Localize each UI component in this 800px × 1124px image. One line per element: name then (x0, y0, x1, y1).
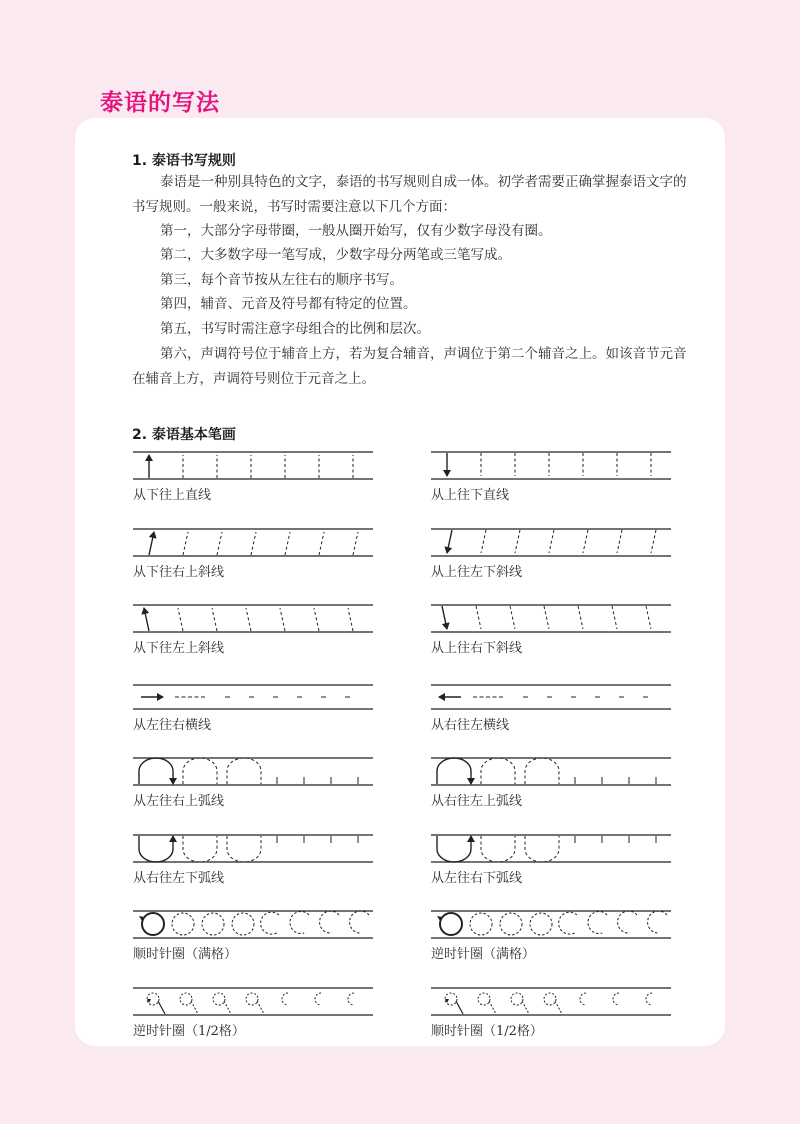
dashed-circle (511, 993, 523, 1005)
stroke-diagram (431, 681, 671, 711)
stroke-diagram (133, 834, 373, 864)
stroke-item (133, 834, 373, 906)
dashed-tail (522, 1001, 529, 1014)
stroke-caption: 从左往右横线 (133, 717, 212, 733)
rule-1: 第一，大部分字母带圈，一般从圈开始写，仅有少数字母没有圈。 (160, 223, 552, 239)
dashed-circle (232, 913, 254, 935)
stroke-caption: 从左往右上弧线 (133, 794, 225, 809)
stroke-diagram (431, 834, 671, 864)
dashed-stroke (515, 530, 520, 553)
dashed-stroke (476, 606, 481, 629)
dashed-circle (172, 913, 194, 935)
stroke-item (133, 528, 373, 600)
stroke-caption: 从右往左上弧线 (431, 794, 523, 809)
dashed-arc (559, 912, 577, 934)
dashed-stroke (314, 608, 319, 631)
page-title: 泰语的写法 (100, 90, 220, 116)
dashed-arc (320, 911, 339, 933)
dashed-stroke (227, 836, 261, 862)
dashed-stroke (612, 606, 617, 629)
stroke-item (133, 910, 373, 982)
dashed-circle (544, 993, 556, 1005)
dashed-arc (580, 993, 586, 1005)
dashed-arc (646, 993, 652, 1005)
dashed-circle (500, 913, 522, 935)
dashed-arc (350, 911, 369, 933)
stroke-arrow (442, 606, 447, 629)
stroke-item (133, 987, 373, 1059)
dashed-circle (530, 913, 552, 935)
dashed-stroke (617, 530, 622, 553)
rule-2: 第二，大多数字母一笔写成，少数字母分两笔或三笔写成。 (160, 247, 511, 263)
dashed-stroke (183, 532, 188, 555)
stroke-diagram (133, 604, 373, 634)
dashed-stroke (525, 758, 559, 784)
dashed-arc (290, 911, 309, 933)
dashed-stroke (183, 836, 217, 862)
dashed-stroke (544, 606, 549, 629)
dashed-stroke (178, 608, 183, 631)
content-card (75, 118, 725, 1046)
dashed-stroke (481, 758, 515, 784)
stroke-item (133, 757, 373, 829)
dashed-circle (213, 993, 225, 1005)
stroke-diagram (133, 681, 373, 711)
dashed-stroke (246, 608, 251, 631)
stroke-item (431, 451, 671, 523)
dashed-stroke (481, 530, 486, 553)
stroke-diagram (431, 528, 671, 558)
dashed-tail (257, 1001, 264, 1014)
stroke-item (133, 451, 373, 523)
stroke-arrow (447, 530, 452, 553)
stroke-item (431, 910, 671, 982)
dashed-stroke (578, 606, 583, 629)
dashed-stroke (549, 530, 554, 553)
stroke-caption: 从左往右下弧线 (431, 870, 523, 886)
stroke-circle (440, 913, 462, 935)
section1-heading: 1. 泰语书写规则 (132, 153, 236, 169)
dashed-tail (489, 1001, 496, 1014)
dashed-stroke (646, 606, 651, 629)
stroke-caption: 逆时针圈（满格） (431, 947, 536, 962)
stroke-caption: 从下往上直线 (133, 488, 212, 503)
dashed-stroke (510, 606, 515, 629)
dashed-stroke (280, 608, 285, 631)
stroke-item (431, 604, 671, 676)
stroke-caption: 从上往左下斜线 (431, 564, 523, 580)
section2-heading: 2. 泰语基本笔画 (132, 427, 236, 443)
rule-4: 第四，辅音、元音及符号都有特定的位置。 (160, 296, 417, 312)
stroke-diagram (431, 910, 671, 940)
rule-3: 第三，每个音节按从左往右的顺序书写。 (160, 272, 403, 288)
stroke-item (431, 528, 671, 600)
dashed-stroke (183, 758, 217, 784)
dashed-stroke (227, 758, 261, 784)
stroke-caption: 逆时针圈（1/2格） (133, 1023, 245, 1039)
stroke-diagram (431, 757, 671, 787)
stroke-item (431, 757, 671, 829)
stroke-circle (142, 913, 164, 935)
dashed-stroke (583, 530, 588, 553)
dashed-stroke (481, 836, 515, 862)
stroke-arrow (437, 758, 471, 784)
dashed-stroke (251, 532, 256, 555)
dashed-circle (202, 913, 224, 935)
stroke-arrow (149, 532, 154, 555)
dashed-circle (478, 993, 490, 1005)
dashed-tail (158, 1001, 165, 1014)
dashed-tail (191, 1001, 198, 1014)
stroke-arrow (437, 836, 471, 862)
dashed-circle (180, 993, 192, 1005)
rule-6: 第六，声调符号位于辅音上方，若为复合辅音，声调位于第二个辅音之上。如该音节元音在辅音上方，声调符号则位于元音之上。 (132, 346, 687, 387)
stroke-caption: 从下往左上斜线 (133, 641, 225, 656)
rules-intro: 泰语是一种别具特色的文字，泰语的书写规则自成一体。初学者需要正确掌握泰语文字的书写规则。一般来说，书写时需要注意以下几个方面： (132, 174, 687, 215)
stroke-item (431, 834, 671, 906)
dashed-tail (224, 1001, 231, 1014)
dashed-stroke (348, 608, 353, 631)
stroke-caption: 从下往右上斜线 (133, 564, 225, 580)
stroke-diagram (133, 528, 373, 558)
stroke-diagram (133, 757, 373, 787)
stroke-caption: 从上往右下斜线 (431, 641, 523, 656)
dashed-stroke (285, 532, 290, 555)
dashed-arc (618, 911, 637, 933)
stroke-diagram (133, 910, 373, 940)
dashed-tail (456, 1001, 463, 1014)
stroke-caption: 顺时针圈（满格） (133, 947, 238, 962)
stroke-diagram (431, 604, 671, 634)
dashed-stroke (212, 608, 217, 631)
dashed-arc (315, 993, 321, 1005)
dashed-tail (555, 1001, 562, 1014)
stroke-diagram (133, 987, 373, 1017)
rule-5: 第五，书写时需注意字母组合的比例和层次。 (160, 321, 430, 337)
stroke-item (133, 604, 373, 676)
dashed-arc (282, 993, 288, 1005)
dashed-arc (588, 911, 607, 933)
dashed-stroke (319, 532, 324, 555)
stroke-caption: 从上往下直线 (431, 488, 510, 503)
stroke-diagram (431, 987, 671, 1017)
stroke-caption: 从右往左下弧线 (133, 870, 225, 886)
dashed-arc (648, 911, 667, 933)
dashed-stroke (525, 836, 559, 862)
stroke-caption: 从右往左横线 (431, 717, 510, 733)
dashed-circle (470, 913, 492, 935)
dashed-arc (261, 912, 279, 934)
dashed-stroke (353, 532, 358, 555)
stroke-arrow (139, 758, 173, 784)
stroke-item (133, 681, 373, 753)
dashed-arc (613, 993, 619, 1005)
dashed-stroke (217, 532, 222, 555)
stroke-caption: 顺时针圈（1/2格） (431, 1023, 543, 1039)
stroke-item (431, 987, 671, 1059)
stroke-arrow (139, 836, 173, 862)
stroke-arrow (144, 608, 149, 631)
stroke-diagram (133, 451, 373, 481)
dashed-arc (348, 993, 354, 1005)
dashed-stroke (651, 530, 656, 553)
stroke-diagram (431, 451, 671, 481)
dashed-circle (246, 993, 258, 1005)
stroke-item (431, 681, 671, 753)
